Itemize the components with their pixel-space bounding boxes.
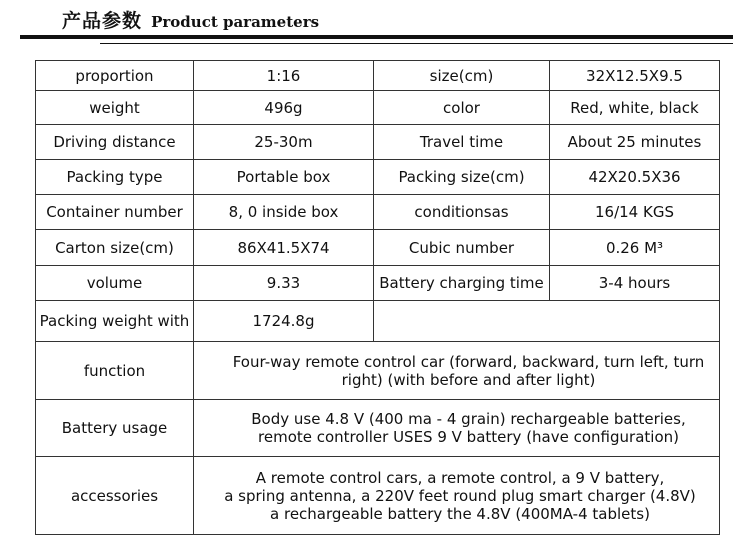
param-label: Battery charging time xyxy=(374,266,550,301)
table-row xyxy=(36,457,720,535)
table-row xyxy=(36,230,720,266)
param-value: Red, white, black xyxy=(550,91,720,125)
table-row xyxy=(36,400,720,457)
param-value: 1724.8g xyxy=(194,301,374,342)
page-header xyxy=(62,6,319,33)
param-value: 3-4 hours xyxy=(550,266,720,301)
function-description xyxy=(194,342,720,400)
title-chinese: 产品参数 xyxy=(62,10,143,32)
param-value: 16/14 KGS xyxy=(550,195,720,230)
param-value: Portable box xyxy=(194,160,374,195)
description-line: Four-way remote control car (forward, backward, turn left, turn xyxy=(232,352,705,371)
table-row xyxy=(36,301,720,342)
title-english: Product parameters xyxy=(151,13,320,31)
param-value: 42X20.5X36 xyxy=(550,160,720,195)
param-value: 0.26 M³ xyxy=(550,230,720,266)
accessories-description xyxy=(194,457,720,535)
param-label: Carton size(cm) xyxy=(36,230,194,266)
table-row xyxy=(36,195,720,230)
param-label: weight xyxy=(36,91,194,125)
param-label: size(cm) xyxy=(374,61,550,91)
param-label: accessories xyxy=(36,457,194,535)
param-value: 25-30m xyxy=(194,125,374,160)
table-row xyxy=(36,266,720,301)
table-row xyxy=(36,91,720,125)
description-line: Body use 4.8 V (400 ma - 4 grain) rechargeable batteries, xyxy=(251,410,686,428)
param-value: 86X41.5X74 xyxy=(194,230,374,266)
description-line: A remote control cars, a remote control, a 9 V battery, xyxy=(255,468,665,487)
header-rule-thick xyxy=(20,35,733,39)
param-value: 8, 0 inside box xyxy=(194,195,374,230)
param-value: 32X12.5X9.5 xyxy=(550,61,720,91)
param-label: Cubic number xyxy=(374,230,550,266)
battery-usage-description xyxy=(194,400,720,457)
description-line: a spring antenna, a 220V feet round plug smart charger (4.8V) xyxy=(224,486,696,505)
param-value: 9.33 xyxy=(194,266,374,301)
param-value: 1:16 xyxy=(194,61,374,91)
empty-cell xyxy=(374,301,720,342)
param-label: Travel time xyxy=(374,125,550,160)
param-label: function xyxy=(36,342,194,400)
table-row xyxy=(36,342,720,400)
param-value: About 25 minutes xyxy=(550,125,720,160)
table-row xyxy=(36,160,720,195)
description-line: right) (with before and after light) xyxy=(341,370,596,389)
param-label: Packing type xyxy=(36,160,194,195)
param-label: Packing weight with xyxy=(36,301,194,342)
param-value: 496g xyxy=(194,91,374,125)
param-label: Container number xyxy=(36,195,194,230)
description-line: a rechargeable battery the 4.8V (400MA-4 tablets) xyxy=(270,504,650,523)
param-label: volume xyxy=(36,266,194,301)
table-row xyxy=(36,125,720,160)
table-row xyxy=(36,61,720,91)
param-label: Packing size(cm) xyxy=(374,160,550,195)
param-label: Battery usage xyxy=(36,400,194,457)
description-line: remote controller USES 9 V battery (have configuration) xyxy=(258,428,679,446)
parameters-table xyxy=(35,60,720,535)
param-label: proportion xyxy=(36,61,194,91)
header-rule-thin xyxy=(100,43,733,44)
param-label: conditionsas xyxy=(374,195,550,230)
param-label: color xyxy=(374,91,550,125)
param-label: Driving distance xyxy=(36,125,194,160)
